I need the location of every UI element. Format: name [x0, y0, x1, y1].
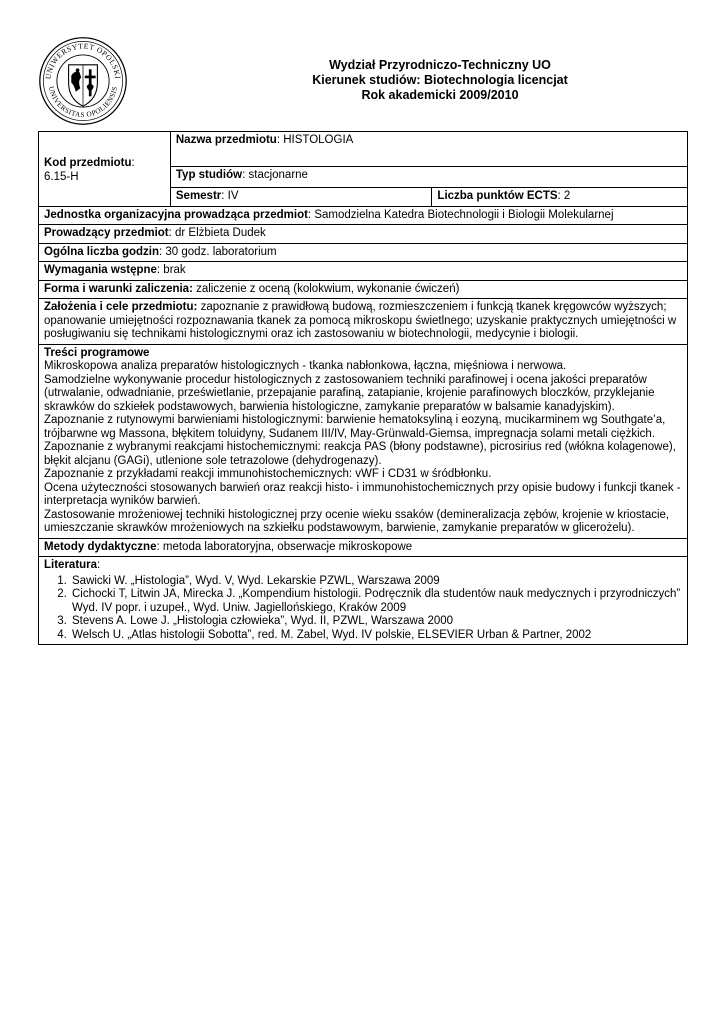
literature-item: 4. Welsch U. „Atlas histologii Sobotta”, red. M. Zabel, Wyd. IV polskie, ELSEVIER Urban & Partner, 2002 [70, 629, 682, 643]
course-code-cell [39, 132, 171, 207]
program-content-paragraph: Zapoznanie z wybranymi reakcjami histochemicznymi: reakcja PAS (błony podstawne), picrosirius red (włókna kolagenowe), błękit alcjanu (GAGi), utlenione sole tetrazolowe (dehydrogenazy). [44, 441, 676, 467]
course-code-value: 6.15-H [44, 170, 79, 183]
academic-year: Rok akademicki 2009/2010 [361, 88, 519, 102]
course-code-sep: : [131, 157, 135, 170]
teaching-methods-cell [39, 538, 688, 557]
program-content-paragraph: Zastosowanie mrożeniowej techniki histologicznej przy ocenie wieku ssaków (demineralizacja zębów, krojenie w kriostacie, umieszczanie skrawków mrożeniowych na szkiełku podstawowym, barwienie, zamykanie preparatów w glicerożelu). [44, 508, 670, 534]
course-code-label: Kod przedmiotu [44, 157, 132, 170]
literature-sep: : [97, 559, 101, 571]
unit-value: : Samodzielna Katedra Biotechnologii i Biologii Molekularnej [307, 208, 614, 221]
objectives-cell [39, 299, 688, 345]
literature-list [44, 575, 682, 643]
program-content-paragraph: Zapoznanie z przykładami reakcji immunohistochemicznych: vWF i CD31 w śródbłonku. [44, 468, 492, 480]
program-content-paragraph: Mikroskopowa analiza preparatów histologicznych - tkanka nabłonkowa, łączna, mięśniowa i nerwowa. [44, 360, 567, 372]
literature-cell [39, 557, 688, 645]
ects-cell [432, 188, 688, 207]
lecturer-label: Prowadzący przedmiot [44, 227, 169, 239]
objectives-value: zapoznanie z prawidłową budową, rozmieszczeniem i funkcją tkanek kręgowców wyższych; opanowanie umiejętności rozpoznawania tkanek za pomocą mikroskopu świetlnego; uzyskanie praktycznych umiejętności w posługiwaniu się technikami histologicznymi oraz ich zastosowaniu w biotechnologii, medycynie i biologii. [44, 301, 677, 340]
semester-value: : IV [221, 190, 239, 202]
objectives-label: Założenia i cele przedmiotu: [44, 301, 198, 313]
literature-label: Literatura [44, 559, 98, 571]
seal-text-top: UNIWERSYTET OPOLSKI [43, 41, 123, 80]
unit-label: Jednostka organizacyjna prowadząca przedmiot [44, 208, 308, 221]
university-seal-logo [38, 36, 128, 126]
ects-value: : 2 [557, 190, 571, 202]
course-name-value: : HISTOLOGIA [276, 134, 354, 146]
program-content-paragraph: Zapoznanie z rutynowymi barwieniami histologicznymi: barwienie hematoksyliną i eozyną, mucikarminem wg Southgate’a, trójbarwne wg Massona, błękitem toluidyny, Sudanem III/IV, May-Grünwald-Giemsa, impregnacja solami metali ciężkich. [44, 414, 666, 440]
literature-item: 2. Cichocki T, Litwin JA, Mirecka J. „Kompendium histologii. Podręcznik dla studentów nauk medycznych i przyrodniczych” Wyd. IV popr. i uzupeł., Wyd. Uniw. Jagiellońskiego, Kraków 2009 [70, 588, 682, 615]
semester-cell [170, 188, 432, 207]
study-type-label: Typ studiów [175, 169, 243, 181]
course-name-label: Nazwa przedmiotu [175, 134, 277, 146]
hours-label: Ogólna liczba godzin [44, 245, 159, 258]
hours-cell [39, 243, 688, 262]
program-content-paragraph: Ocena użyteczności stosowanych barwień oraz reakcji histo- i immunohistochemicznych przy opisie budowy i funkcji tkanek - interpretacja wyników barwień. [44, 481, 681, 507]
faculty-title: Wydział Przyrodniczo-Techniczny UO [329, 58, 551, 72]
prerequisites-value: : brak [156, 264, 186, 276]
literature-item: 1. Sawicki W. „Histologia”, Wyd. V, Wyd. Lekarskie PZWL, Warszawa 2009 [70, 575, 682, 589]
program-content-label: Treści programowe [44, 346, 150, 359]
prerequisites-cell [39, 262, 688, 281]
course-syllabus-table [38, 131, 688, 645]
program-content-cell [39, 344, 688, 538]
lecturer-cell [39, 225, 688, 244]
assessment-label: Forma i warunki zaliczenia: [44, 282, 193, 295]
study-type-cell [170, 167, 687, 188]
study-type-value: : stacjonarne [242, 169, 308, 181]
prerequisites-label: Wymagania wstępne [44, 264, 157, 276]
program-title: Kierunek studiów: Biotechnologia licencjat [312, 73, 568, 87]
teaching-methods-value: : metoda laboratoryjna, obserwacje mikroskopowe [156, 540, 413, 553]
semester-label: Semestr [175, 190, 222, 202]
document-header [160, 58, 720, 103]
program-content-paragraph: Samodzielne wykonywanie procedur histologicznych z zastosowaniem techniki parafinowej i ocena jakości preparatów (utrwalanie, odwadnianie, prześwietlanie, przepajanie parafiną, zatapianie, krojenie parafinowych bloczków, przyklejanie skrawków do szkiełek podstawowych, barwienia histologiczne, zamykanie preparatów w balsamie kanadyjskim). [44, 373, 655, 413]
seal-text-bottom: UNIVERSITAS OPOLIENSIS [46, 85, 120, 120]
hours-value: : 30 godz. laboratorium [159, 245, 277, 258]
teaching-methods-label: Metody dydaktyczne [44, 540, 157, 553]
ects-label: Liczba punktów ECTS [437, 190, 558, 202]
course-name-cell [170, 132, 687, 167]
assessment-cell [39, 280, 688, 299]
assessment-value: zaliczenie z oceną (kolokwium, wykonanie ćwiczeń) [192, 282, 460, 295]
literature-item: 3. Stevens A. Lowe J. „Histologia człowieka”, Wyd. II, PZWL, Warszawa 2000 [70, 615, 682, 629]
unit-cell [39, 206, 688, 225]
lecturer-value: : dr Elżbieta Dudek [168, 227, 266, 239]
